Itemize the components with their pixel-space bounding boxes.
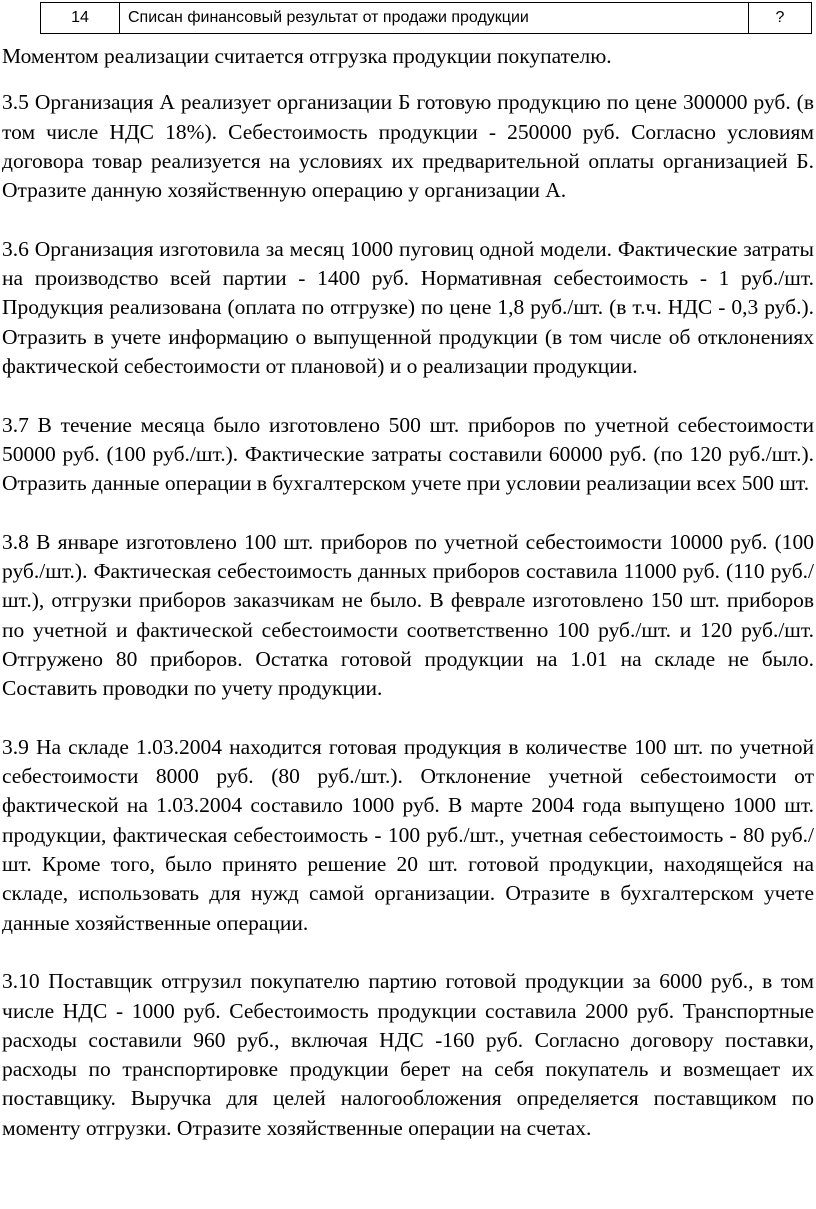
task-3-7: 3.7 В течение месяца было изготовлено 500 шт. приборов по учетной себестоимости 50000 руб. (100 руб./шт.). Фактические затраты составили 60000 руб. (по 120 руб./шт.). Отразить данные операции в бухгалтерском учете при условии реализации всех 500 шт. [2, 412, 814, 496]
table-row [41, 3, 812, 34]
entry-description-cell: Списан финансовый результат от продажи продукции [120, 3, 749, 34]
entry-number-cell: 14 [41, 3, 120, 34]
lead-paragraph: Моментом реализации считается отгрузка продукции покупателю. [2, 44, 612, 68]
entry-answer-cell: ? [749, 3, 812, 34]
document-body [2, 42, 814, 1172]
task-3-5: 3.5 Организация А реализует организации Б готовую продукцию по цене 300000 руб. (в том числе НДС 18%). Себестоимость продукции - 250000 руб. Согласно условиям договора товар реализуется на условиях их предварительной оплаты организацией Б. Отразите данную хозяйственную операцию у организации А. [2, 90, 814, 203]
entries-table-row [40, 2, 812, 34]
task-3-10: 3.10 Поставщик отгрузил покупателю партию готовой продукции за 6000 руб., в том числе НДС - 1000 руб. Себестоимость продукции составила 2000 руб. Транспортные расходы составили 960 руб., включая НДС -160 руб. Согласно договору поставки, расходы по транспортировке продукции берет на себя покупатель и возмещает их поставщику. Выручка для целей налогообложения определяется поставщиком по моменту отгрузки. Отразите хозяйственные операции на счетах. [2, 969, 814, 1140]
task-3-6: 3.6 Организация изготовила за месяц 1000 пуговиц одной модели. Фактические затраты на производство всей партии - 1400 руб. Нормативная себестоимость - 1 руб./шт. Продукция реализована (оплата по отгрузке) по цене 1,8 руб./шт. (в т.ч. НДС - 0,3 руб.). Отразить в учете информацию о выпущенной продукции (в том числе об отклонениях фактической себестоимости от плановой) и о реализации продукции. [2, 236, 814, 378]
task-3-9: 3.9 На складе 1.03.2004 находится готовая продукция в количестве 100 шт. по учетной себестоимости 8000 руб. (80 руб./шт.). Отклонение учетной себестоимости от фактической на 1.03.2004 составило 1000 руб. В марте 2004 года выпущено 1000 шт. продукции, фактическая себестоимость - 100 руб./шт., учетная себестоимость - 80 руб./шт. Кроме того, было принято решение 20 шт. готовой продукции, находящейся на складе, использовать для нужд самой организации. Отразите в бухгалтерском учете данные хозяйственные операции. [2, 734, 814, 935]
task-3-8: 3.8 В январе изготовлено 100 шт. приборов по учетной себестоимости 10000 руб. (100 руб./шт.). Фактическая себестоимость данных приборов составила 11000 руб. (110 руб./шт.), отгрузки приборов заказчикам не было. В феврале изготовлено 150 шт. приборов по учетной и фактической себестоимости соответственно 100 руб./шт. и 120 руб./шт. Отгружено 80 приборов. Остатка готовой продукции на 1.01 на складе не было. Составить проводки по учету продукции. [2, 529, 814, 701]
